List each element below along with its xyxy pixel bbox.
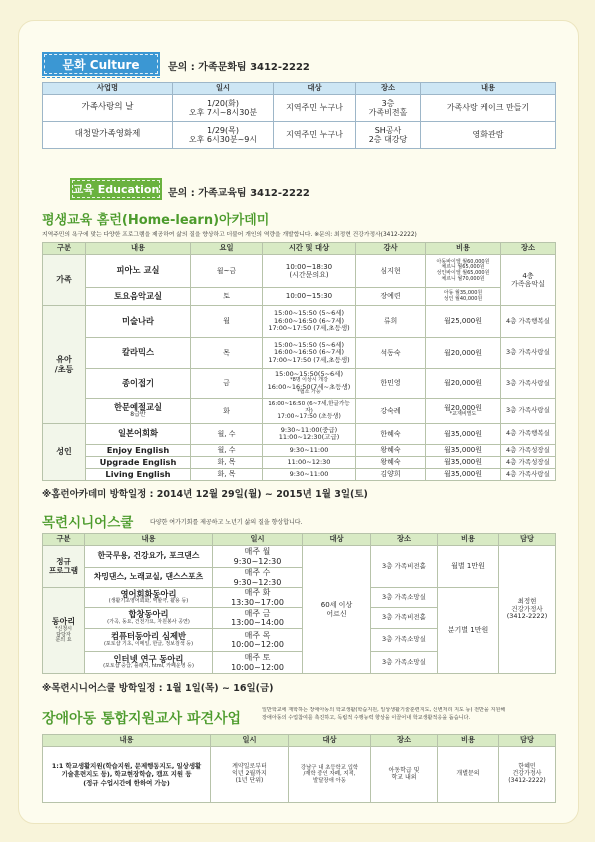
- time-line: 10:00~12:00: [231, 662, 284, 672]
- senior-title: 목련시니어스쿨: [42, 515, 134, 531]
- academy-vacation-note: ※홈런아카데미 방학일정 : 2014년 12월 29일(월) ~ 2015년 1월 3일(토): [42, 489, 368, 500]
- academy-header-row: [43, 243, 556, 255]
- class-day: 월~금: [191, 255, 263, 288]
- time-line: 16:00~16:50(7세~초등생): [267, 382, 351, 391]
- education-badge-label: 교육 Education: [72, 183, 160, 196]
- header-cell: 시간 및 대상: [263, 243, 356, 255]
- class-teacher: 한민영: [356, 369, 426, 399]
- class-place: 3층 가족사랑실: [501, 338, 556, 369]
- class-cost: 월20,000원: [426, 369, 501, 399]
- program-name: 가족사랑의 날: [43, 95, 173, 122]
- header-cell: 사업명: [43, 83, 173, 95]
- time-line: 매주 토: [244, 653, 271, 663]
- date-line: 1/20(화): [207, 98, 239, 108]
- class-cost: [426, 288, 501, 306]
- header-cell: 내용: [421, 83, 556, 95]
- place-line: 가족음악실: [511, 280, 545, 288]
- class-day: 목: [191, 338, 263, 369]
- table-row: [43, 338, 556, 369]
- time-line: 13:30~17:00: [231, 597, 284, 607]
- academy-desc: 지역주민의 욕구에 맞는 다양한 프로그램을 제공하여 삶의 질을 향상하고 더불어 개인의 역량을 개발합니다. ※문의: 최정현 건강가정사(3412-2222): [42, 232, 417, 238]
- time-line: 10:00~12:00: [231, 640, 284, 649]
- time-line: 10:00~18:30: [285, 262, 333, 271]
- class-cost: 월35,000원: [426, 445, 501, 457]
- class-name: Enjoy English: [86, 445, 191, 457]
- manager-line: 최정현: [517, 597, 537, 606]
- place-line: 아동학급 및: [388, 766, 420, 774]
- senior-place: 3층 가족소망실: [371, 652, 438, 674]
- class-teacher: 류희: [356, 306, 426, 338]
- header-cell: 구분: [43, 243, 86, 255]
- header-cell: 장소: [371, 735, 438, 747]
- club-name: 컴퓨터동아리 심제반: [110, 631, 187, 642]
- class-time: [263, 424, 356, 445]
- category-line: 프로그램: [49, 565, 78, 575]
- club-name: 인터넷 연구 동아리: [113, 653, 184, 664]
- header-cell: 장소: [371, 534, 438, 546]
- manager-line: 한혜민: [518, 763, 536, 771]
- education-contact: 문의 : 가족교육팀 3412-2222: [168, 188, 310, 199]
- time-line: 17:00~17:50 (7세,초등생): [268, 355, 350, 364]
- header-cell: 비용: [426, 243, 501, 255]
- place-line: 학교 내외: [391, 773, 417, 781]
- senior-time: [213, 608, 303, 629]
- time-line: 매주 금: [244, 608, 271, 618]
- category-cell: [43, 424, 86, 481]
- table-row: [43, 747, 556, 803]
- class-name: Upgrade English: [86, 457, 191, 469]
- class-cost: 월25,000원: [426, 306, 501, 338]
- content-line: 기술훈련지도 등), 학교현장학습, 캠프 지원 등: [61, 770, 192, 779]
- time-line: 9:30~12:30: [233, 556, 282, 566]
- category-cell: [43, 255, 86, 306]
- table-row: [43, 399, 556, 424]
- time-line: 9:30~12:30: [233, 577, 282, 587]
- culture-badge: [42, 52, 160, 76]
- club-content: [85, 608, 213, 629]
- date-line: 오후 7시~8시30분: [188, 108, 258, 117]
- time-line: 16:00~16:50 (6~7세): [273, 316, 345, 325]
- table-row: [43, 424, 556, 445]
- table-row: [43, 469, 556, 481]
- time-line: 17:00~17:50 (초등생): [277, 412, 341, 420]
- class-time: 9:30~11:00: [263, 469, 356, 481]
- category-cell: [43, 546, 85, 588]
- senior-header-row: [43, 534, 556, 546]
- program-target: 지역주민 누구나: [274, 122, 356, 149]
- class-day: 화, 목: [191, 469, 263, 481]
- program-place: [356, 95, 421, 122]
- class-place: 4층 가족성장실: [501, 457, 556, 469]
- time-line: 매주 화: [244, 588, 271, 598]
- senior-time: [213, 629, 303, 652]
- support-period: [211, 747, 289, 803]
- category-line: 정규: [56, 556, 71, 566]
- senior-place: 3층 가족소망실: [371, 588, 438, 608]
- disability-title: 장애아동 통합지원교사 파견사업: [42, 711, 242, 727]
- culture-contact: 문의 : 가족문화팀 3412-2222: [168, 62, 310, 73]
- class-name-line: 한문예절교실: [113, 401, 163, 412]
- program-content: 가족사랑 케이크 만들기: [421, 95, 556, 122]
- education-badge: [70, 178, 162, 200]
- time-line: 17:00~17:50 (7세,초등생): [268, 324, 350, 333]
- table-row: [43, 546, 556, 568]
- period-line: 계약일로부터: [232, 763, 267, 771]
- senior-cost: 분기별 1만원: [438, 588, 499, 674]
- time-line: 15:00~15:50 (5~6세): [273, 309, 345, 318]
- class-place: 4층 가족사랑실: [501, 469, 556, 481]
- class-teacher: 석동숙: [356, 338, 426, 369]
- program-name: 대청말가족영화제: [43, 122, 173, 149]
- category-note: *신청시: [55, 625, 72, 632]
- class-place: 4층 가족행복실: [501, 306, 556, 338]
- time-line: 11:00~12:30(고급): [278, 433, 340, 441]
- class-teacher: 강숙례: [356, 399, 426, 424]
- place-line: 3층: [381, 98, 395, 108]
- club-detail: (생활기초영어회화, 역할극, 활용 등): [108, 598, 189, 605]
- header-cell: 강사: [356, 243, 426, 255]
- target-line: 어르신: [326, 609, 347, 618]
- manager-line: 건강가정사: [511, 604, 543, 613]
- category-line: /초등: [54, 364, 74, 374]
- senior-place: 3층 가족비전홀: [371, 608, 438, 629]
- class-cost: [426, 255, 501, 288]
- header-cell: 일시: [211, 735, 289, 747]
- class-cost: 월35,000원: [426, 457, 501, 469]
- time-note: *협소 가능: [297, 389, 321, 396]
- senior-time: [213, 546, 303, 568]
- place-line: 2층 대강당: [368, 135, 408, 144]
- culture-rule: [42, 77, 160, 78]
- class-time: [263, 306, 356, 338]
- culture-badge-label: 문화 Culture: [62, 57, 140, 72]
- cost-note: *교재비별도: [449, 411, 477, 418]
- header-cell: 내용: [85, 534, 213, 546]
- header-cell: 비용: [438, 735, 499, 747]
- category-note: 문의 요: [55, 637, 72, 644]
- senior-time: [213, 652, 303, 674]
- class-name: Living English: [86, 469, 191, 481]
- program-date: [173, 95, 274, 122]
- header-cell: 일시: [173, 83, 274, 95]
- category-line: 가족: [56, 275, 72, 285]
- class-time: 11:00~12:30: [263, 457, 356, 469]
- class-name: 일본어회화: [86, 424, 191, 445]
- class-day: 월: [191, 306, 263, 338]
- category-line: 유아: [56, 355, 72, 365]
- class-time: 9:30~11:00: [263, 445, 356, 457]
- disability-desc: [262, 707, 558, 722]
- senior-target: [303, 546, 371, 674]
- category-note: 담당자: [56, 631, 71, 638]
- class-place: 4층 가족행복실: [501, 424, 556, 445]
- class-teacher: 왕혜숙: [356, 445, 426, 457]
- time-line: 13:00~14:00: [231, 618, 284, 627]
- class-teacher: 한혜숙: [356, 424, 426, 445]
- club-name: 합창동아리: [128, 609, 169, 620]
- class-cost: [426, 399, 501, 424]
- class-name: 피아노 교실: [86, 255, 191, 288]
- class-time: [263, 399, 356, 424]
- club-detail: (가곡, 동요, 건전가요, 자원봉사 공연): [107, 618, 190, 625]
- cost-line: 체르니 월70,000원: [441, 275, 485, 282]
- target-line: 60세 이상: [320, 601, 353, 610]
- class-cost: 월35,000원: [426, 424, 501, 445]
- category-line: 성인: [56, 447, 72, 457]
- header-cell: 대상: [303, 534, 371, 546]
- senior-time: [213, 568, 303, 588]
- table-row: [43, 588, 556, 608]
- table-row: [43, 255, 556, 288]
- manager-line: 건강가정사: [512, 770, 542, 778]
- period-line: (1년 단위): [235, 776, 264, 784]
- senior-content: 차밍댄스, 노래교실, 댄스스포츠: [85, 568, 213, 588]
- header-cell: 담당: [499, 735, 556, 747]
- content-line: 1:1 학교생활지원(학습지원, 문제행동지도, 일상생활: [51, 761, 202, 770]
- cost-line: 월20,000원: [443, 404, 483, 413]
- disability-header-row: [43, 735, 556, 747]
- senior-desc: 다양한 여가기회를 제공하고 노년기 삶의 질을 향상합니다.: [150, 519, 303, 526]
- class-time: [263, 255, 356, 288]
- class-name: 칼라믹스: [86, 338, 191, 369]
- senior-cost: 월별 1만원: [438, 546, 499, 588]
- table-row: [43, 457, 556, 469]
- category-cell: [43, 588, 85, 674]
- class-name: 종이접기: [86, 369, 191, 399]
- senior-table: [42, 533, 556, 674]
- table-row: [43, 288, 556, 306]
- place-line: SH공사: [374, 125, 402, 135]
- header-cell: 내용: [43, 735, 211, 747]
- class-place: 4층 가족성장실: [501, 445, 556, 457]
- table-row: [43, 122, 556, 149]
- header-cell: 내용: [86, 243, 191, 255]
- header-cell: 대상: [274, 83, 356, 95]
- period-line: 익년 2월까지: [232, 770, 267, 778]
- target-line: 강남구 내 초등학교 입학: [300, 765, 359, 772]
- class-place: 3층 가족사랑실: [501, 399, 556, 424]
- desc-line: 장애아동의 수업참여를 촉진하고, 독립적 수행능력 향상을 이끌어내 학교생활적응을 돕습니다.: [262, 714, 471, 721]
- desc-line: 일반학교에 재학하는 장애아동의 학교생활(학습지원, 일상생활기술훈련지도, 신변처리 지도 등) 전반을 지원해: [262, 707, 506, 713]
- cost-line: 성인 월40,000원: [443, 295, 483, 302]
- table-row: [43, 445, 556, 457]
- content-line: (정규 수업시간에 한하여 가능): [83, 778, 170, 787]
- class-time: [263, 369, 356, 399]
- program-target: 지역주민 누구나: [274, 95, 356, 122]
- support-content: [43, 747, 211, 803]
- cost-line: 성인바이엘 월65,000원: [436, 270, 490, 276]
- class-time: [263, 338, 356, 369]
- academy-title: 평생교육 홈런(Home-learn)아카데미: [42, 213, 270, 228]
- class-cost: 월35,000원: [426, 469, 501, 481]
- table-row: [43, 306, 556, 338]
- senior-vacation-note: ※목련시니어스쿨 방학일정 : 1월 1일(목) ~ 16일(금): [42, 683, 274, 694]
- time-line: 15:00~15:50 (5~6세): [273, 340, 345, 349]
- header-cell: 비용: [438, 534, 499, 546]
- time-line: 매주 수: [244, 568, 271, 578]
- class-day: 화: [191, 399, 263, 424]
- cost-line: 아동 월35,000원: [443, 289, 483, 296]
- target-line: 발달장애 아동: [313, 777, 346, 784]
- support-manager: [499, 747, 556, 803]
- club-detail: (포토샵 중급, 플래시, html, 카페운영 등): [103, 663, 194, 670]
- senior-place: 3층 가족비전홀: [371, 546, 438, 588]
- time-line: (시간문의요): [289, 271, 329, 279]
- senior-manager: [499, 546, 556, 674]
- place-line: 가족비전홀: [368, 108, 408, 117]
- target-line: /재학 중인 자폐, 지적,: [303, 771, 356, 778]
- disability-table: [42, 734, 556, 803]
- class-name: [86, 399, 191, 424]
- class-level: 8급반: [130, 411, 146, 419]
- header-cell: 장소: [501, 243, 556, 255]
- time-line: 매주 목: [244, 630, 271, 640]
- time-line: 15:00~15:50(5~6세): [275, 370, 343, 379]
- senior-place: 3층 가족소망실: [371, 629, 438, 652]
- support-target: [289, 747, 371, 803]
- class-day: 월, 수: [191, 445, 263, 457]
- class-day: 금: [191, 369, 263, 399]
- senior-time: [213, 588, 303, 608]
- class-day: 화, 목: [191, 457, 263, 469]
- cost-line: 아동바이엘 월60,000원: [436, 258, 490, 265]
- table-row: [43, 369, 556, 399]
- category-cell: [43, 306, 86, 424]
- date-line: 1/29(목): [207, 125, 239, 135]
- senior-content: 한국무용, 건강요가, 포크댄스: [85, 546, 213, 568]
- support-place: [371, 747, 438, 803]
- club-content: [85, 588, 213, 608]
- club-content: [85, 652, 213, 674]
- time-line: 9:30~11:00(중급): [280, 425, 338, 434]
- date-line: 오후 6시30분~9시: [188, 135, 258, 144]
- cost-line: 체르니 월65,000원: [441, 264, 485, 271]
- class-teacher: 장예련: [356, 288, 426, 306]
- time-note: *8명 이상시 개강: [290, 377, 328, 384]
- class-place: 3층 가족사랑실: [501, 369, 556, 399]
- header-cell: 일시: [213, 534, 303, 546]
- support-cost: 개별문의: [438, 747, 499, 803]
- club-detail: (포토샵 기초, 이메일, 한글, 정보검색 등): [103, 640, 194, 647]
- manager-line: (3412-2222): [506, 612, 548, 621]
- header-cell: 장소: [356, 83, 421, 95]
- program-content: 영화관람: [421, 122, 556, 149]
- class-name: 토요음악교실: [86, 288, 191, 306]
- header-cell: 담당: [499, 534, 556, 546]
- class-teacher: 김양희: [356, 469, 426, 481]
- table-row: [43, 95, 556, 122]
- class-name: 미술나라: [86, 306, 191, 338]
- header-cell: 대상: [289, 735, 371, 747]
- class-day: 월, 수: [191, 424, 263, 445]
- class-day: 토: [191, 288, 263, 306]
- culture-header-row: [43, 83, 556, 95]
- class-place: [501, 255, 556, 306]
- header-cell: 구분: [43, 534, 85, 546]
- culture-table: [42, 82, 556, 149]
- time-line: 16:00~16:50 (6~7세,한글가능자): [268, 401, 350, 414]
- class-time: 10:00~15:30: [263, 288, 356, 306]
- club-content: [85, 629, 213, 652]
- time-line: 16:00~16:50 (6~7세): [273, 348, 345, 357]
- header-cell: 요일: [191, 243, 263, 255]
- club-name: 영어회화동아리: [120, 588, 177, 599]
- program-date: [173, 122, 274, 149]
- program-place: [356, 122, 421, 149]
- time-line: 매주 월: [244, 547, 271, 557]
- manager-line: (3412-2222): [508, 776, 546, 784]
- class-teacher: 심지현: [356, 255, 426, 288]
- category-line: 동아리: [51, 616, 76, 626]
- class-cost: 월20,000원: [426, 338, 501, 369]
- class-teacher: 왕혜숙: [356, 457, 426, 469]
- place-line: 4층: [522, 271, 534, 280]
- academy-table: [42, 242, 556, 481]
